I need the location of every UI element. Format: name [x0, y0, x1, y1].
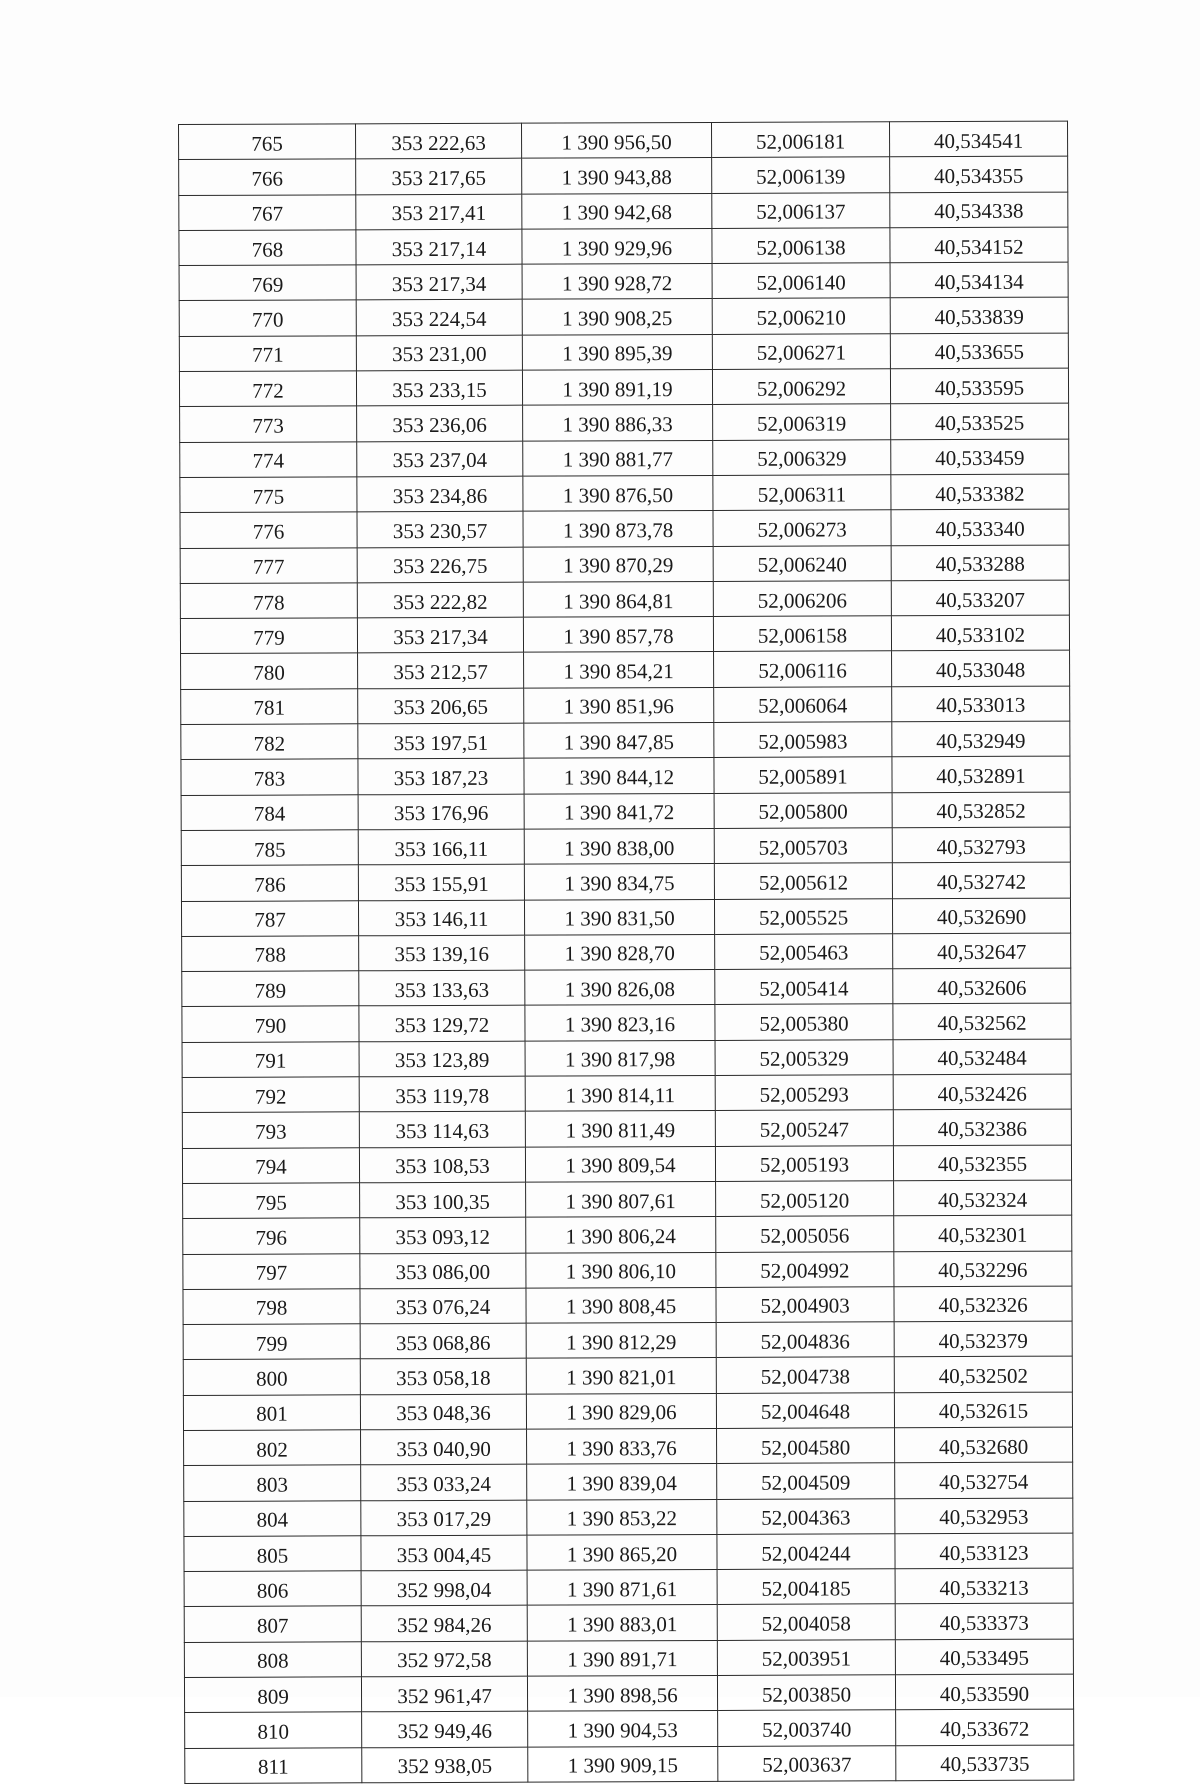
table-row	[182, 933, 1071, 972]
coordinates-table	[178, 121, 1074, 1784]
table-row	[182, 1074, 1071, 1113]
point-number-cell: 775	[180, 477, 357, 513]
latitude-cell: 52,006138	[712, 228, 890, 264]
x-coordinate-cell: 353 217,65	[356, 158, 522, 194]
table-row	[181, 756, 1070, 795]
latitude-cell: 52,005983	[714, 722, 892, 758]
y-coordinate-cell: 1 390 904,53	[528, 1711, 718, 1747]
latitude-cell: 52,004738	[716, 1357, 894, 1393]
latitude-cell: 52,005891	[714, 757, 892, 793]
latitude-cell: 52,005293	[715, 1075, 893, 1111]
y-coordinate-cell: 1 390 865,20	[527, 1534, 717, 1570]
point-number-cell: 805	[184, 1536, 361, 1572]
x-coordinate-cell: 353 093,12	[360, 1217, 526, 1253]
point-number-cell: 799	[183, 1324, 360, 1360]
point-number-cell: 802	[184, 1430, 361, 1466]
point-number-cell: 806	[184, 1571, 361, 1607]
latitude-cell: 52,006139	[712, 157, 890, 193]
latitude-cell: 52,005703	[714, 828, 892, 864]
latitude-cell: 52,005380	[715, 1004, 893, 1040]
table-row	[179, 333, 1068, 372]
y-coordinate-cell: 1 390 886,33	[523, 405, 713, 441]
latitude-cell: 52,006137	[712, 192, 890, 228]
x-coordinate-cell: 353 233,15	[356, 370, 522, 406]
table-row	[181, 898, 1070, 937]
y-coordinate-cell: 1 390 891,19	[522, 370, 712, 406]
longitude-cell: 40,533013	[892, 686, 1070, 722]
longitude-cell: 40,532754	[895, 1462, 1073, 1498]
y-coordinate-cell: 1 390 831,50	[524, 899, 714, 935]
x-coordinate-cell: 353 237,04	[357, 441, 523, 477]
y-coordinate-cell: 1 390 826,08	[525, 970, 715, 1006]
point-number-cell: 772	[179, 371, 356, 407]
table-row	[184, 1533, 1073, 1572]
y-coordinate-cell: 1 390 838,00	[524, 828, 714, 864]
y-coordinate-cell: 1 390 828,70	[525, 934, 715, 970]
point-number-cell: 778	[180, 583, 357, 619]
x-coordinate-cell: 352 998,04	[361, 1570, 527, 1606]
point-number-cell: 785	[181, 830, 358, 866]
y-coordinate-cell: 1 390 871,61	[527, 1570, 717, 1606]
point-number-cell: 800	[183, 1359, 360, 1395]
coordinates-table-body	[179, 121, 1074, 1783]
point-number-cell: 796	[183, 1218, 360, 1254]
table-row	[184, 1462, 1073, 1501]
longitude-cell: 40,533102	[891, 615, 1069, 651]
x-coordinate-cell: 353 100,35	[360, 1182, 526, 1218]
point-number-cell: 770	[179, 300, 356, 336]
longitude-cell: 40,533672	[896, 1709, 1074, 1745]
y-coordinate-cell: 1 390 898,56	[527, 1676, 717, 1712]
table-row	[179, 156, 1068, 195]
latitude-cell: 52,006273	[713, 510, 891, 546]
latitude-cell: 52,006329	[713, 439, 891, 475]
longitude-cell: 40,533207	[891, 580, 1069, 616]
latitude-cell: 52,006181	[711, 122, 889, 158]
longitude-cell: 40,532606	[893, 968, 1071, 1004]
y-coordinate-cell: 1 390 814,11	[525, 1075, 715, 1111]
longitude-cell: 40,532562	[893, 1003, 1071, 1039]
latitude-cell: 52,004992	[716, 1251, 894, 1287]
point-number-cell: 788	[182, 936, 359, 972]
y-coordinate-cell: 1 390 908,25	[522, 299, 712, 335]
longitude-cell: 40,533213	[895, 1568, 1073, 1604]
x-coordinate-cell: 353 086,00	[360, 1253, 526, 1289]
longitude-cell: 40,534152	[890, 227, 1068, 263]
x-coordinate-cell: 353 123,89	[359, 1041, 525, 1077]
y-coordinate-cell: 1 390 834,75	[524, 864, 714, 900]
point-number-cell: 807	[184, 1606, 361, 1642]
y-coordinate-cell: 1 390 808,45	[526, 1287, 716, 1323]
latitude-cell: 52,006206	[713, 581, 891, 617]
point-number-cell: 803	[184, 1465, 361, 1501]
point-number-cell: 810	[185, 1712, 362, 1748]
table-row	[181, 792, 1070, 831]
point-number-cell: 808	[184, 1642, 361, 1678]
longitude-cell: 40,533495	[895, 1639, 1073, 1675]
latitude-cell: 52,004058	[717, 1604, 895, 1640]
x-coordinate-cell: 353 226,75	[357, 547, 523, 583]
latitude-cell: 52,003951	[717, 1640, 895, 1676]
longitude-cell: 40,533382	[891, 474, 1069, 510]
point-number-cell: 797	[183, 1253, 360, 1289]
point-number-cell: 767	[179, 194, 356, 230]
y-coordinate-cell: 1 390 847,85	[524, 722, 714, 758]
longitude-cell: 40,532690	[892, 898, 1070, 934]
latitude-cell: 52,006064	[714, 687, 892, 723]
longitude-cell: 40,532852	[892, 792, 1070, 828]
x-coordinate-cell: 353 048,36	[360, 1394, 526, 1430]
y-coordinate-cell: 1 390 821,01	[526, 1358, 716, 1394]
table-row	[182, 1039, 1071, 1078]
latitude-cell: 52,005525	[714, 898, 892, 934]
longitude-cell: 40,532426	[893, 1074, 1071, 1110]
x-coordinate-cell: 353 058,18	[360, 1359, 526, 1395]
x-coordinate-cell: 353 068,86	[360, 1323, 526, 1359]
point-number-cell: 801	[183, 1394, 360, 1430]
y-coordinate-cell: 1 390 844,12	[524, 758, 714, 794]
table-row	[180, 545, 1069, 584]
x-coordinate-cell: 353 176,96	[358, 794, 524, 830]
coordinates-table-container	[178, 121, 1074, 1784]
latitude-cell: 52,005800	[714, 792, 892, 828]
table-row	[179, 192, 1068, 231]
x-coordinate-cell: 353 017,29	[361, 1500, 527, 1536]
point-number-cell: 786	[181, 865, 358, 901]
point-number-cell: 777	[180, 547, 357, 583]
longitude-cell: 40,532386	[893, 1109, 1071, 1145]
table-row	[179, 227, 1068, 266]
longitude-cell: 40,533048	[892, 651, 1070, 687]
point-number-cell: 809	[184, 1677, 361, 1713]
x-coordinate-cell: 353 155,91	[358, 864, 524, 900]
y-coordinate-cell: 1 390 881,77	[523, 440, 713, 476]
x-coordinate-cell: 353 119,78	[359, 1076, 525, 1112]
y-coordinate-cell: 1 390 807,61	[526, 1181, 716, 1217]
longitude-cell: 40,533655	[890, 333, 1068, 369]
x-coordinate-cell: 353 234,86	[357, 476, 523, 512]
table-row	[183, 1215, 1072, 1254]
latitude-cell: 52,003850	[717, 1675, 895, 1711]
y-coordinate-cell: 1 390 891,71	[527, 1640, 717, 1676]
table-row	[182, 1145, 1071, 1184]
x-coordinate-cell: 353 231,00	[356, 335, 522, 371]
longitude-cell: 40,532502	[894, 1356, 1072, 1392]
y-coordinate-cell: 1 390 841,72	[524, 793, 714, 829]
y-coordinate-cell: 1 390 812,29	[526, 1323, 716, 1359]
x-coordinate-cell: 352 949,46	[362, 1712, 528, 1748]
table-row	[180, 439, 1069, 478]
y-coordinate-cell: 1 390 895,39	[522, 334, 712, 370]
y-coordinate-cell: 1 390 817,98	[525, 1040, 715, 1076]
y-coordinate-cell: 1 390 809,54	[525, 1146, 715, 1182]
y-coordinate-cell: 1 390 806,24	[526, 1217, 716, 1253]
point-number-cell: 765	[179, 124, 356, 160]
x-coordinate-cell: 353 040,90	[361, 1429, 527, 1465]
table-row	[180, 509, 1069, 548]
table-row	[184, 1568, 1073, 1607]
y-coordinate-cell: 1 390 864,81	[523, 581, 713, 617]
table-row	[184, 1604, 1073, 1643]
x-coordinate-cell: 353 224,54	[356, 300, 522, 336]
longitude-cell: 40,532324	[894, 1180, 1072, 1216]
latitude-cell: 52,004363	[717, 1498, 895, 1534]
x-coordinate-cell: 353 166,11	[358, 829, 524, 865]
latitude-cell: 52,006292	[712, 369, 890, 405]
y-coordinate-cell: 1 390 853,22	[527, 1499, 717, 1535]
longitude-cell: 40,532891	[892, 756, 1070, 792]
longitude-cell: 40,533839	[890, 298, 1068, 334]
latitude-cell: 52,003740	[718, 1710, 896, 1746]
table-row	[184, 1674, 1073, 1713]
table-row	[184, 1427, 1073, 1466]
point-number-cell: 795	[183, 1183, 360, 1219]
y-coordinate-cell: 1 390 829,06	[526, 1393, 716, 1429]
latitude-cell: 52,005247	[715, 1110, 893, 1146]
y-coordinate-cell: 1 390 873,78	[523, 511, 713, 547]
latitude-cell: 52,006271	[712, 334, 890, 370]
y-coordinate-cell: 1 390 823,16	[525, 1005, 715, 1041]
table-row	[183, 1286, 1072, 1325]
y-coordinate-cell: 1 390 943,88	[522, 158, 712, 194]
x-coordinate-cell: 353 217,34	[356, 264, 522, 300]
table-row	[183, 1356, 1072, 1395]
latitude-cell: 52,004836	[716, 1322, 894, 1358]
x-coordinate-cell: 352 938,05	[362, 1747, 528, 1783]
y-coordinate-cell: 1 390 909,15	[528, 1746, 718, 1782]
x-coordinate-cell: 353 217,41	[356, 194, 522, 230]
point-number-cell: 791	[182, 1042, 359, 1078]
y-coordinate-cell: 1 390 929,96	[522, 228, 712, 264]
latitude-cell: 52,004509	[717, 1463, 895, 1499]
longitude-cell: 40,533340	[891, 509, 1069, 545]
x-coordinate-cell: 353 236,06	[357, 406, 523, 442]
x-coordinate-cell: 352 961,47	[361, 1676, 527, 1712]
x-coordinate-cell: 353 004,45	[361, 1535, 527, 1571]
x-coordinate-cell: 353 222,63	[356, 123, 522, 159]
x-coordinate-cell: 353 033,24	[361, 1464, 527, 1500]
longitude-cell: 40,532615	[894, 1392, 1072, 1428]
table-row	[180, 474, 1069, 513]
latitude-cell: 52,005120	[716, 1181, 894, 1217]
table-row	[181, 827, 1070, 866]
x-coordinate-cell: 353 217,34	[357, 617, 523, 653]
longitude-cell: 40,532355	[893, 1145, 1071, 1181]
point-number-cell: 766	[179, 159, 356, 195]
point-number-cell: 794	[182, 1147, 359, 1183]
x-coordinate-cell: 353 139,16	[359, 935, 525, 971]
table-row	[181, 862, 1070, 901]
longitude-cell: 40,533590	[895, 1674, 1073, 1710]
y-coordinate-cell: 1 390 851,96	[524, 687, 714, 723]
latitude-cell: 52,006240	[713, 545, 891, 581]
longitude-cell: 40,533595	[890, 368, 1068, 404]
latitude-cell: 52,005193	[715, 1145, 893, 1181]
x-coordinate-cell: 353 222,82	[357, 582, 523, 618]
point-number-cell: 782	[181, 724, 358, 760]
table-row	[183, 1180, 1072, 1219]
table-row	[185, 1745, 1074, 1784]
x-coordinate-cell: 353 230,57	[357, 511, 523, 547]
point-number-cell: 768	[179, 230, 356, 266]
x-coordinate-cell: 353 129,72	[359, 1006, 525, 1042]
point-number-cell: 769	[179, 265, 356, 301]
table-row	[182, 968, 1071, 1007]
point-number-cell: 780	[181, 653, 358, 689]
latitude-cell: 52,006210	[712, 298, 890, 334]
table-row	[180, 615, 1069, 654]
longitude-cell: 40,534134	[890, 262, 1068, 298]
latitude-cell: 52,005463	[715, 934, 893, 970]
table-row	[183, 1251, 1072, 1290]
point-number-cell: 781	[181, 689, 358, 725]
table-row	[181, 686, 1070, 725]
longitude-cell: 40,533525	[891, 403, 1069, 439]
x-coordinate-cell: 352 972,58	[361, 1641, 527, 1677]
longitude-cell: 40,532953	[895, 1498, 1073, 1534]
y-coordinate-cell: 1 390 870,29	[523, 546, 713, 582]
table-row	[184, 1498, 1073, 1537]
point-number-cell: 789	[182, 971, 359, 1007]
longitude-cell: 40,532484	[893, 1039, 1071, 1075]
longitude-cell: 40,533735	[896, 1745, 1074, 1781]
longitude-cell: 40,532301	[894, 1215, 1072, 1251]
table-row	[180, 580, 1069, 619]
table-row	[179, 298, 1068, 337]
longitude-cell: 40,532326	[894, 1286, 1072, 1322]
x-coordinate-cell: 353 187,23	[358, 759, 524, 795]
x-coordinate-cell: 353 133,63	[359, 970, 525, 1006]
y-coordinate-cell: 1 390 942,68	[522, 193, 712, 229]
latitude-cell: 52,004648	[716, 1392, 894, 1428]
longitude-cell: 40,532793	[892, 827, 1070, 863]
longitude-cell: 40,532742	[892, 862, 1070, 898]
longitude-cell: 40,534355	[890, 156, 1068, 192]
longitude-cell: 40,532647	[893, 933, 1071, 969]
point-number-cell: 779	[180, 618, 357, 654]
latitude-cell: 52,004244	[717, 1534, 895, 1570]
y-coordinate-cell: 1 390 839,04	[527, 1464, 717, 1500]
point-number-cell: 790	[182, 1006, 359, 1042]
table-row	[182, 1003, 1071, 1042]
x-coordinate-cell: 353 108,53	[359, 1147, 525, 1183]
y-coordinate-cell: 1 390 956,50	[521, 122, 711, 158]
latitude-cell: 52,006140	[712, 263, 890, 299]
latitude-cell: 52,004580	[717, 1428, 895, 1464]
latitude-cell: 52,005612	[714, 863, 892, 899]
y-coordinate-cell: 1 390 806,10	[526, 1252, 716, 1288]
point-number-cell: 783	[181, 759, 358, 795]
point-number-cell: 776	[180, 512, 357, 548]
x-coordinate-cell: 353 076,24	[360, 1288, 526, 1324]
latitude-cell: 52,005414	[715, 969, 893, 1005]
y-coordinate-cell: 1 390 928,72	[522, 264, 712, 300]
table-row	[179, 262, 1068, 301]
latitude-cell: 52,006319	[713, 404, 891, 440]
point-number-cell: 804	[184, 1500, 361, 1536]
table-row	[181, 651, 1070, 690]
point-number-cell: 784	[181, 794, 358, 830]
x-coordinate-cell: 352 984,26	[361, 1606, 527, 1642]
latitude-cell: 52,004185	[717, 1569, 895, 1605]
point-number-cell: 798	[183, 1289, 360, 1325]
x-coordinate-cell: 353 217,14	[356, 229, 522, 265]
longitude-cell: 40,532296	[894, 1251, 1072, 1287]
latitude-cell: 52,003637	[718, 1745, 896, 1781]
longitude-cell: 40,534541	[889, 121, 1067, 157]
table-row	[183, 1321, 1072, 1360]
point-number-cell: 787	[181, 900, 358, 936]
y-coordinate-cell: 1 390 876,50	[523, 475, 713, 511]
x-coordinate-cell: 353 206,65	[358, 688, 524, 724]
longitude-cell: 40,532680	[895, 1427, 1073, 1463]
latitude-cell: 52,006311	[713, 475, 891, 511]
longitude-cell: 40,532949	[892, 721, 1070, 757]
longitude-cell: 40,534338	[890, 192, 1068, 228]
table-row	[181, 721, 1070, 760]
y-coordinate-cell: 1 390 857,78	[523, 617, 713, 653]
longitude-cell: 40,533123	[895, 1533, 1073, 1569]
point-number-cell: 771	[179, 336, 356, 372]
y-coordinate-cell: 1 390 811,49	[525, 1111, 715, 1147]
longitude-cell: 40,533459	[891, 439, 1069, 475]
latitude-cell: 52,006116	[714, 651, 892, 687]
latitude-cell: 52,004903	[716, 1287, 894, 1323]
point-number-cell: 792	[182, 1077, 359, 1113]
x-coordinate-cell: 353 146,11	[358, 900, 524, 936]
point-number-cell: 773	[180, 406, 357, 442]
latitude-cell: 52,005056	[716, 1216, 894, 1252]
table-row	[180, 403, 1069, 442]
point-number-cell: 774	[180, 441, 357, 477]
table-row	[182, 1109, 1071, 1148]
longitude-cell: 40,533288	[891, 545, 1069, 581]
y-coordinate-cell: 1 390 833,76	[527, 1428, 717, 1464]
y-coordinate-cell: 1 390 883,01	[527, 1605, 717, 1641]
longitude-cell: 40,533373	[895, 1604, 1073, 1640]
point-number-cell: 793	[182, 1112, 359, 1148]
point-number-cell: 811	[185, 1747, 362, 1783]
longitude-cell: 40,532379	[894, 1321, 1072, 1357]
x-coordinate-cell: 353 197,51	[358, 723, 524, 759]
table-row	[183, 1392, 1072, 1431]
table-row	[185, 1709, 1074, 1748]
y-coordinate-cell: 1 390 854,21	[524, 652, 714, 688]
x-coordinate-cell: 353 114,63	[359, 1111, 525, 1147]
table-row	[179, 121, 1068, 160]
x-coordinate-cell: 353 212,57	[358, 653, 524, 689]
latitude-cell: 52,005329	[715, 1039, 893, 1075]
latitude-cell: 52,006158	[713, 616, 891, 652]
table-row	[179, 368, 1068, 407]
table-row	[184, 1639, 1073, 1678]
